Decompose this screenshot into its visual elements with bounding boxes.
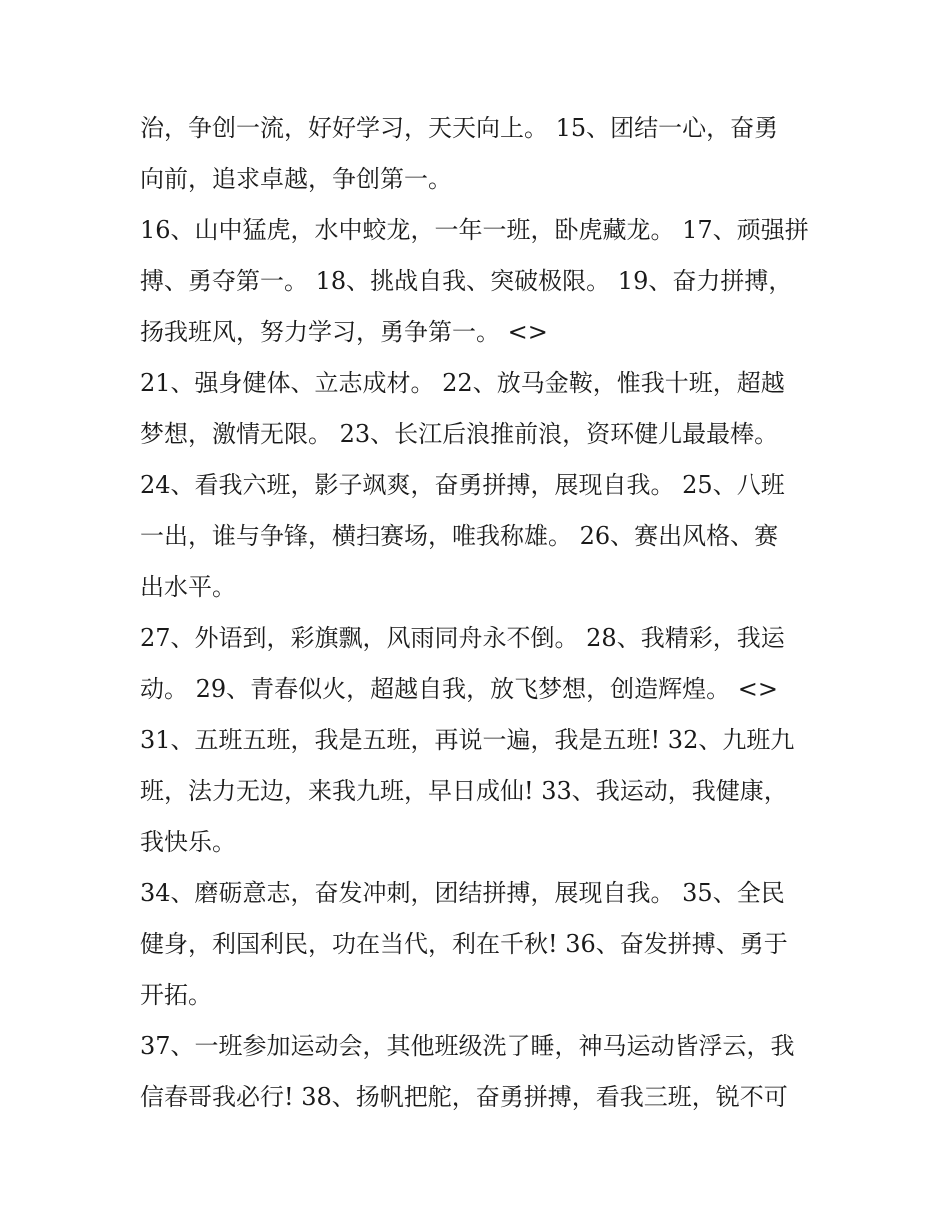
text-line: 扬我班风，努力学习，勇争第一。 <> — [140, 318, 548, 346]
text-line: 一出，谁与争锋，横扫赛场，唯我称雄。 26、赛出风格、赛 — [140, 522, 779, 550]
text-line: 24、看我六班，影子飒爽，奋勇拼搏，展现自我。 25、八班 — [140, 471, 785, 499]
text-line: 向前，追求卓越，争创第一。 — [140, 165, 452, 193]
text-line: 信春哥我必行! 38、扬帆把舵，奋勇拼搏，看我三班，锐不可 — [140, 1083, 788, 1111]
text-line: 搏、勇夺第一。 18、挑战自我、突破极限。 19、奋力拼搏， — [140, 267, 793, 295]
text-line: 开拓。 — [140, 981, 212, 1009]
text-line: 31、五班五班，我是五班，再说一遍，我是五班! 32、九班九 — [140, 726, 795, 754]
text-line: 我快乐。 — [140, 828, 236, 856]
text-line: 34、磨砺意志，奋发冲刺，团结拼搏，展现自我。 35、全民 — [140, 879, 785, 907]
text-line: 班，法力无边，来我九班，早日成仙! 33、我运动，我健康， — [140, 777, 788, 805]
text-line: 27、外语到，彩旗飘，风雨同舟永不倒。 28、我精彩，我运 — [140, 624, 785, 652]
text-line: 37、一班参加运动会，其他班级洗了睡，神马运动皆浮云，我 — [140, 1032, 795, 1060]
text-line: 梦想，激情无限。 23、长江后浪推前浪，资环健儿最最棒。 — [140, 420, 779, 448]
text-line: 21、强身健体、立志成材。 22、放马金鞍，惟我十班，超越 — [140, 369, 785, 397]
text-line: 治，争创一流，好好学习，天天向上。 15、团结一心，奋勇 — [140, 114, 779, 142]
document-body — [140, 103, 830, 1123]
text-line: 健身，利国利民，功在当代，利在千秋! 36、奋发拼搏、勇于 — [140, 930, 788, 958]
text-line: 16、山中猛虎，水中蛟龙，一年一班，卧虎藏龙。 17、顽强拼 — [140, 216, 809, 244]
text-line: 出水平。 — [140, 573, 236, 601]
text-line: 动。 29、青春似火，超越自我，放飞梦想，创造辉煌。 <> — [140, 675, 779, 703]
